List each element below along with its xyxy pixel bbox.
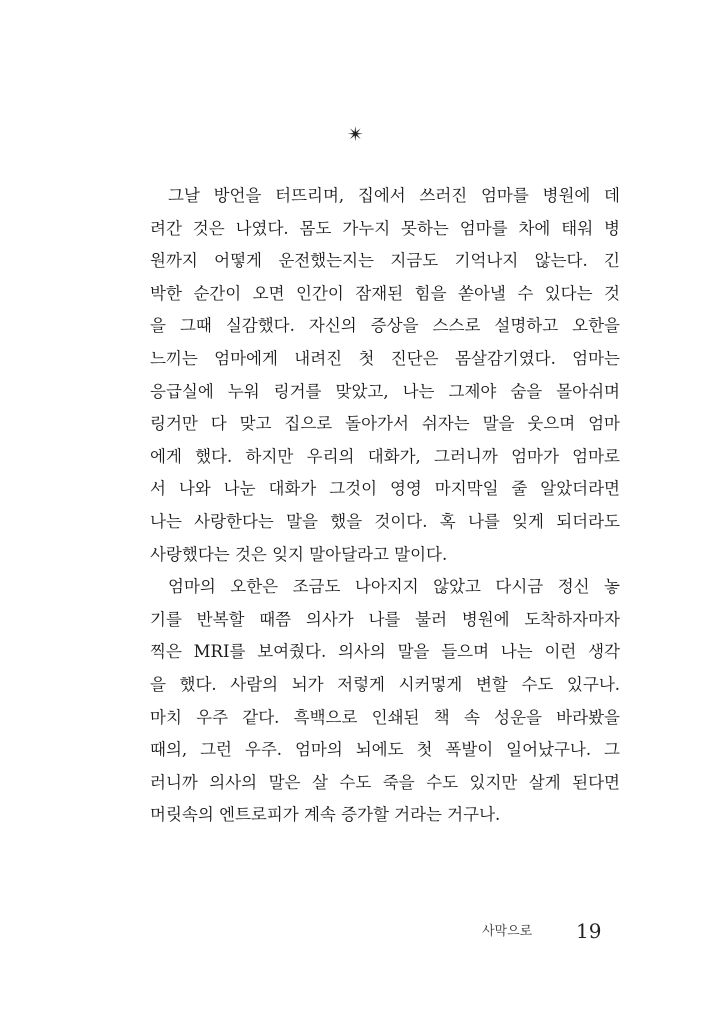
text-line: 링거만 다 맞고 집으로 돌아가서 쉬자는 말을 웃으며 엄마 (150, 414, 620, 434)
text-line: 려간 것은 나였다. 몸도 가누지 못하는 엄마를 차에 태워 병 (150, 218, 620, 238)
text-line: 찍은 MRI를 보여줬다. 의사의 말을 들으며 나는 이런 생각 (150, 642, 620, 662)
text-line: 머릿속의 엔트로피가 계속 증가할 거라는 거구나. (150, 805, 501, 825)
text-line: 사랑했다는 것은 잊지 말아달라고 말이다. (150, 544, 448, 564)
text-line: 원까지 어떻게 운전했는지는 지금도 기억나지 않는다. 긴 (150, 251, 620, 271)
text-line: 서 나와 나눈 대화가 그것이 영영 마지막일 줄 알았더라면 (150, 479, 620, 499)
text-line: 러니까 의사의 말은 살 수도 죽을 수도 있지만 살게 된다면 (150, 772, 620, 792)
text-line: 그날 방언을 터뜨리며, 집에서 쓰러진 엄마를 병원에 데 (168, 186, 620, 205)
text-line: 응급실에 누워 링거를 맞았고, 나는 그제야 숨을 몰아쉬며 (150, 381, 620, 401)
text-line: 기를 반복할 때쯤 의사가 나를 불러 병원에 도착하자마자 (150, 609, 620, 629)
text-line: 에게 했다. 하지만 우리의 대화가, 그러니까 엄마가 엄마로 (150, 446, 620, 466)
body-text (150, 180, 620, 832)
section-ornament: ✴ (347, 122, 364, 146)
text-line: 나는 사랑한다는 말을 했을 것이다. 혹 나를 잊게 되더라도 (150, 511, 620, 531)
page-number: 19 (576, 919, 602, 943)
page-footer (0, 918, 711, 948)
text-line: 때의, 그런 우주. 엄마의 뇌에도 첫 폭발이 일어났구나. 그 (150, 740, 620, 760)
text-line: 엄마의 오한은 조금도 나아지지 않았고 다시금 정신 놓 (168, 577, 620, 597)
running-head: 사막으로 (482, 924, 533, 939)
text-line: 느끼는 엄마에게 내려진 첫 진단은 몸살감기였다. 엄마는 (150, 348, 620, 368)
paragraph (150, 180, 620, 571)
text-line: 박한 순간이 오면 인간이 잠재된 힘을 쏟아낼 수 있다는 것 (150, 283, 620, 303)
text-line: 을 했다. 사람의 뇌가 저렇게 시커멓게 변할 수도 있구나. (150, 674, 620, 694)
paragraph (150, 571, 620, 832)
text-line: 을 그때 실감했다. 자신의 증상을 스스로 설명하고 오한을 (150, 316, 620, 336)
text-line: 마치 우주 같다. 흑백으로 인쇄된 책 속 성운을 바라봤을 (150, 707, 620, 727)
